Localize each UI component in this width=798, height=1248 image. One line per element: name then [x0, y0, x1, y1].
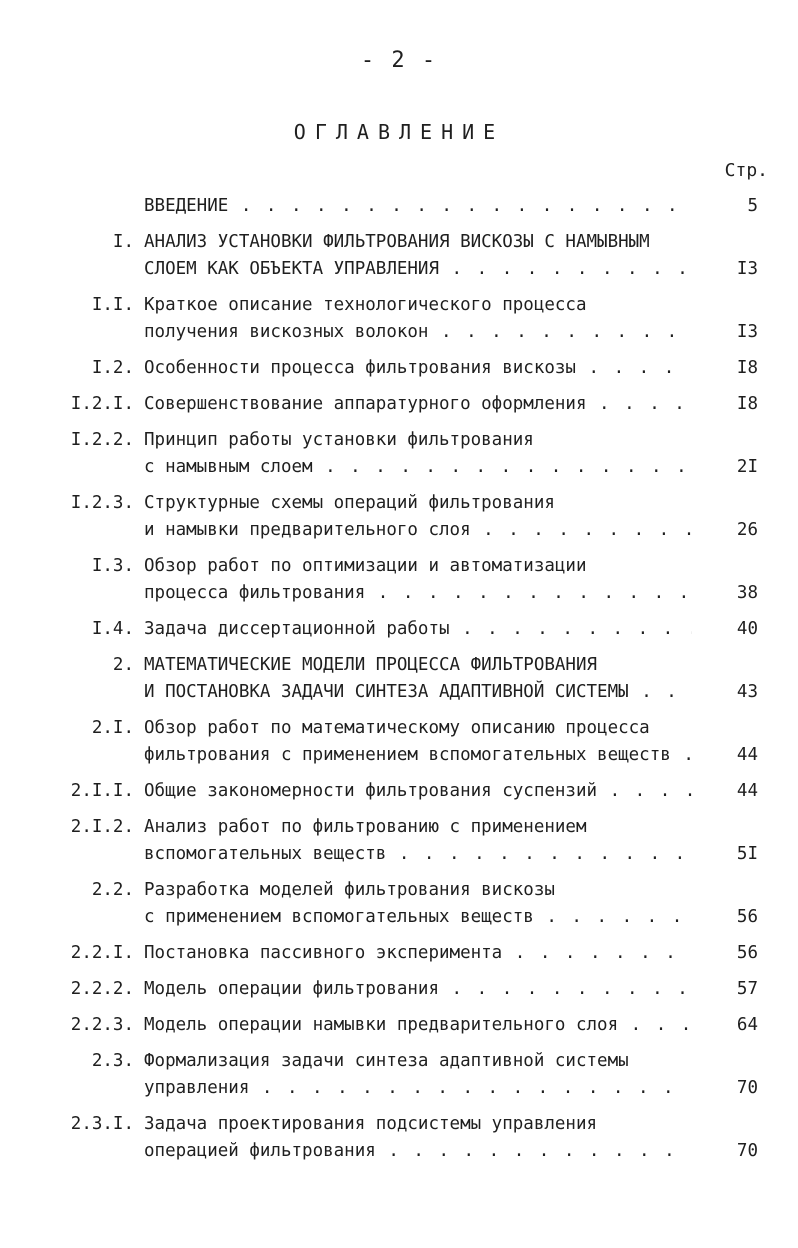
toc-entry-title [144, 1111, 728, 1165]
toc-entry [0, 490, 798, 544]
toc-entry-page: 56 [692, 904, 758, 931]
toc-entry-title [144, 940, 728, 967]
toc-entry-title [144, 355, 728, 382]
toc-entry-page: 2I [692, 454, 758, 481]
toc-entry-page: 70 [692, 1138, 758, 1165]
toc-entry-line: Краткое описание технологического процесса [144, 295, 587, 315]
toc-entry-page: 5I [692, 841, 758, 868]
toc-entry-number: I.2.I. [70, 394, 134, 414]
toc-entry-line: фильтрования с применением вспомогательных веществ . . . [144, 742, 728, 769]
toc-entry-line: Структурные схемы операций фильтрования [144, 493, 555, 513]
toc-entry-page: I8 [692, 355, 758, 382]
toc-entry [0, 292, 798, 346]
toc-entry-line: И ПОСТАНОВКА ЗАДАЧИ СИНТЕЗА АДАПТИВНОЙ СИСТЕМЫ . . . [144, 679, 728, 706]
page-number: - 2 - [360, 48, 438, 73]
toc-entry-line: Особенности процесса фильтрования вискозы . . . [144, 355, 728, 382]
toc-entry-line: Обзор работ по математическому описанию процесса [144, 718, 650, 738]
toc-entry-number: I.2.3. [70, 493, 134, 513]
toc-entry-number: I. [112, 232, 134, 252]
toc-entry-page: 56 [692, 940, 758, 967]
toc-entry-line: Обзор работ по оптимизации и автоматизации [144, 556, 587, 576]
toc-entry-line: Задача проектирования подсистемы управления [144, 1114, 598, 1134]
toc-entry [0, 1111, 798, 1165]
toc-entry-title [144, 193, 728, 220]
toc-entry-title [144, 778, 728, 805]
toc-entry-page: 38 [692, 580, 758, 607]
toc-entry-title [144, 1012, 728, 1039]
toc-entry-number: 2.3. [91, 1051, 134, 1071]
toc-entry-line: Модель операции намывки предварительного слоя . . . [144, 1012, 728, 1039]
toc-entry-line: Анализ работ по фильтрованию с применением [144, 817, 587, 837]
toc-entry [0, 229, 798, 283]
toc-entry [0, 976, 798, 1003]
toc-entry-page: 43 [692, 679, 758, 706]
toc-entry-line: операцией фильтрования . . . [144, 1138, 728, 1165]
toc-entry-title [144, 652, 728, 706]
toc-entry [0, 877, 798, 931]
toc-entry-line: вспомогательных веществ . . . [144, 841, 728, 868]
toc-entry-title [144, 715, 728, 769]
toc-entry-page: 44 [692, 742, 758, 769]
toc-entry-number: I.3. [91, 556, 134, 576]
toc-entry [0, 652, 798, 706]
toc-entry-number: 2.3.I. [70, 1114, 134, 1134]
toc-entry-page: 44 [692, 778, 758, 805]
toc-entry [0, 1048, 798, 1102]
toc-entry-title [144, 1048, 728, 1102]
toc-entry-title [144, 877, 728, 931]
toc-entry-line: управления . . . [144, 1075, 728, 1102]
toc-entry [0, 1012, 798, 1039]
toc-entry-line: Задача диссертационной работы . . . [144, 616, 728, 643]
toc-entry-page: I3 [692, 256, 758, 283]
toc-entry-page: 70 [692, 1075, 758, 1102]
toc-entry-number: 2.2. [91, 880, 134, 900]
toc-entry-number: 2.2.2. [70, 979, 134, 999]
toc-entry [0, 940, 798, 967]
toc-entry-title [144, 814, 728, 868]
toc-entry-line: Принцип работы установки фильтрования [144, 430, 534, 450]
toc-entry-number: 2.2.I. [70, 943, 134, 963]
toc-entry-title [144, 616, 728, 643]
toc-entry [0, 715, 798, 769]
toc-entry-page: 40 [692, 616, 758, 643]
table-of-contents [0, 193, 798, 1174]
toc-entry-number: 2. [112, 655, 134, 675]
toc-entry [0, 553, 798, 607]
toc-entry-page: 64 [692, 1012, 758, 1039]
toc-entry-line: ВВЕДЕНИЕ . . . [144, 193, 728, 220]
toc-entry-title [144, 976, 728, 1003]
toc-entry-page: 57 [692, 976, 758, 1003]
toc-entry-line: Модель операции фильтрования . . . [144, 976, 728, 1003]
toc-entry-page: 26 [692, 517, 758, 544]
toc-entry-line: Разработка моделей фильтрования вискозы [144, 880, 555, 900]
toc-entry-number: 2.I.2. [70, 817, 134, 837]
toc-entry-number: I.I. [91, 295, 134, 315]
toc-entry-line: Формализация задачи синтеза адаптивной системы [144, 1051, 629, 1071]
toc-entry-line: и намывки предварительного слоя . . . [144, 517, 728, 544]
toc-entry [0, 616, 798, 643]
toc-entry-line: Совершенствование аппаратурного оформления . . . [144, 391, 728, 418]
toc-entry-title [144, 229, 728, 283]
toc-entry [0, 778, 798, 805]
toc-entry-title [144, 427, 728, 481]
toc-entry-title [144, 391, 728, 418]
toc-entry-line: МАТЕМАТИЧЕСКИЕ МОДЕЛИ ПРОЦЕССА ФИЛЬТРОВАНИЯ [144, 655, 598, 675]
toc-entry-number: I.2.2. [70, 430, 134, 450]
toc-entry-line: с применением вспомогательных веществ . . . [144, 904, 728, 931]
toc-entry-number: 2.I. [91, 718, 134, 738]
toc-entry-number: I.4. [91, 619, 134, 639]
toc-entry-title [144, 553, 728, 607]
toc-entry-page: I3 [692, 319, 758, 346]
toc-entry-line: СЛОЕМ КАК ОБЪЕКТА УПРАВЛЕНИЯ . . . [144, 256, 728, 283]
toc-entry [0, 427, 798, 481]
toc-title: ОГЛАВЛЕНИЕ [293, 120, 505, 144]
toc-entry-title [144, 292, 728, 346]
toc-entry-line: получения вискозных волокон . . . [144, 319, 728, 346]
toc-entry-number: I.2. [91, 358, 134, 378]
toc-entry-page: I8 [692, 391, 758, 418]
toc-entry-page: 5 [692, 193, 758, 220]
toc-entry-number: 2.I.I. [70, 781, 134, 801]
toc-entry-title [144, 490, 728, 544]
page-column-label: Стр. [724, 160, 768, 181]
toc-entry-line: процесса фильтрования . . . [144, 580, 728, 607]
toc-entry [0, 355, 798, 382]
toc-entry [0, 391, 798, 418]
toc-entry-line: Постановка пассивного эксперимента . . . [144, 940, 728, 967]
toc-entry-line: с намывным слоем . . . [144, 454, 728, 481]
toc-entry-line: Общие закономерности фильтрования суспензий . . . [144, 778, 728, 805]
toc-entry-number: 2.2.3. [70, 1015, 134, 1035]
toc-entry [0, 814, 798, 868]
toc-entry [0, 193, 798, 220]
toc-entry-line: АНАЛИЗ УСТАНОВКИ ФИЛЬТРОВАНИЯ ВИСКОЗЫ С НАМЫВНЫМ [144, 232, 650, 252]
